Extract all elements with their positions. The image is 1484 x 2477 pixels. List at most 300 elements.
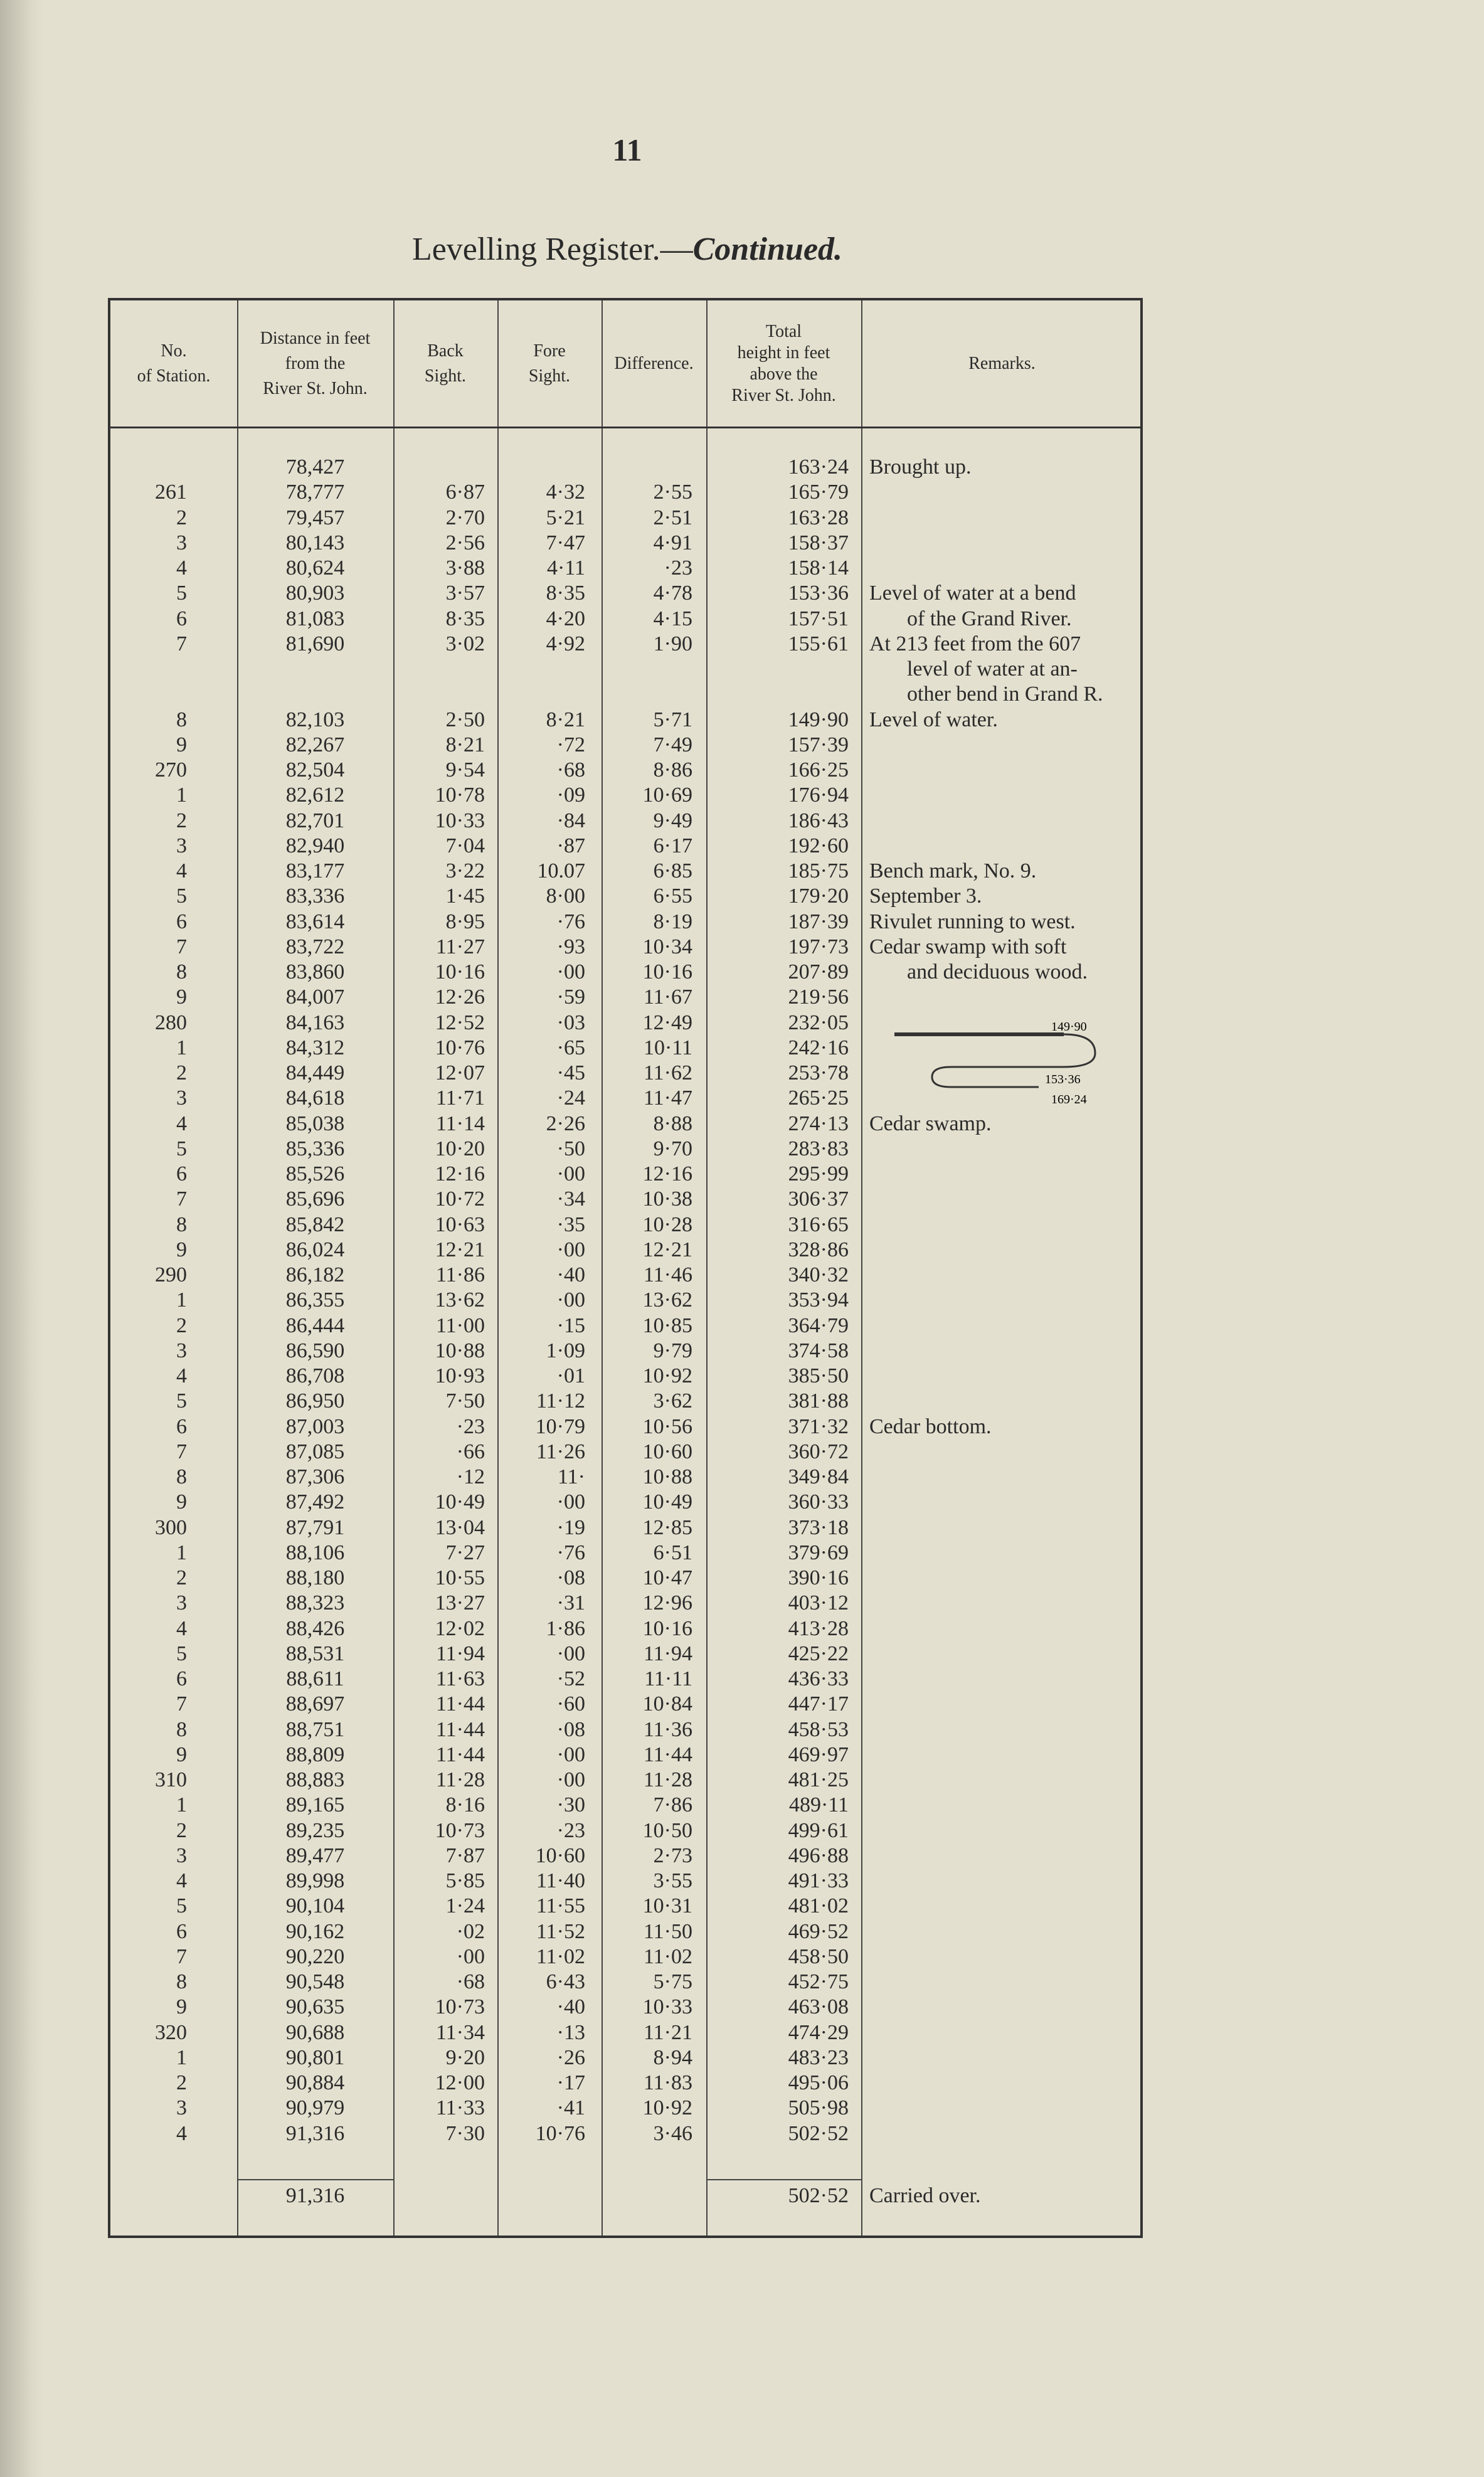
cell-fore-sight: ·41	[556, 2096, 585, 2120]
cell-station: 2	[176, 1061, 187, 1085]
footer-rule-total	[706, 2179, 861, 2180]
cell-fore-sight: 11·40	[536, 1869, 585, 1892]
cell-station: 8	[176, 1465, 187, 1488]
cell-total-height: 379·69	[788, 1541, 849, 1564]
table-row	[110, 1490, 1140, 1515]
cell-station: 8	[176, 960, 187, 984]
cell-total-height: 265·25	[788, 1086, 849, 1110]
cell-total-height: 360·33	[788, 1490, 849, 1514]
cell-total-height: 489·11	[788, 1793, 849, 1817]
header-difference: Difference.	[614, 353, 694, 373]
cell-difference: 10·16	[642, 960, 692, 984]
cell-difference: 3·62	[653, 1389, 692, 1413]
cell-difference: 4·91	[653, 531, 692, 554]
table-row	[110, 1364, 1140, 1389]
cell-difference: 8·94	[653, 2045, 692, 2069]
cell-total-height: 219·56	[788, 985, 849, 1009]
cell-back-sight: 11·14	[435, 1111, 485, 1135]
cell-total-height: 360·72	[788, 1440, 849, 1463]
cell-station: 3	[176, 1843, 187, 1867]
cell-station: 5	[176, 884, 187, 908]
cell-fore-sight: 11·55	[536, 1894, 585, 1918]
cell-distance: 85,842	[285, 1212, 345, 1236]
cell-total-height: 232·05	[788, 1010, 849, 1034]
cell-difference: 10·69	[642, 783, 692, 807]
cell-back-sight: 12·02	[435, 1616, 485, 1640]
table-row	[110, 506, 1140, 531]
cell-total-height: 496·88	[788, 1843, 849, 1867]
cell-distance: 84,163	[285, 1010, 345, 1034]
cell-difference: 10·92	[642, 2096, 692, 2120]
table-row	[110, 1717, 1140, 1742]
cell-distance: 81,083	[285, 607, 345, 630]
cell-fore-sight: ·00	[556, 1162, 585, 1185]
cell-back-sight: 8·16	[445, 1793, 485, 1817]
cell-back-sight: 10·49	[435, 1490, 485, 1514]
cell-total-height: 328·86	[788, 1238, 849, 1261]
cell-station: 280	[155, 1010, 187, 1034]
cell-distance: 80,143	[285, 531, 345, 554]
cell-station: 4	[176, 2121, 187, 2145]
cell-fore-sight: 6·43	[546, 1970, 585, 1993]
cell-back-sight: 9·20	[445, 2045, 485, 2069]
cell-back-sight: 10·73	[435, 1995, 485, 2019]
remark-text: of the Grand River.	[907, 607, 1072, 630]
table-row	[110, 2020, 1140, 2045]
cell-fore-sight: ·65	[556, 1036, 585, 1059]
cell-back-sight: 10·55	[435, 1566, 485, 1589]
cell-total-height: 157·51	[788, 607, 849, 630]
cell-station: 5	[176, 581, 187, 605]
cell-fore-sight: ·26	[556, 2045, 585, 2069]
cell-total-height: 425·22	[788, 1642, 849, 1665]
cell-station: 3	[176, 1591, 187, 1615]
cell-distance: 88,531	[285, 1642, 345, 1665]
cell-back-sight: 12·00	[435, 2071, 485, 2094]
cell-back-sight: ·66	[456, 1440, 485, 1463]
cell-fore-sight: ·87	[556, 834, 585, 857]
cell-difference: 12·85	[642, 1515, 692, 1539]
cell-station: 270	[155, 758, 187, 782]
cell-fore-sight: 10·60	[535, 1843, 585, 1867]
table-row	[110, 1667, 1140, 1692]
cell-total-height: 306·37	[788, 1187, 849, 1211]
cell-difference: 9·70	[653, 1137, 692, 1160]
cell-difference: 10·11	[643, 1036, 692, 1059]
remark-text: level of water at an-	[907, 657, 1078, 681]
cell-distance: 87,791	[285, 1515, 345, 1539]
cell-distance: 79,457	[285, 506, 345, 529]
cell-back-sight: 11·44	[435, 1742, 485, 1766]
cell-fore-sight: ·23	[556, 1818, 585, 1842]
table-row	[110, 1742, 1140, 1768]
table-row	[110, 1288, 1140, 1313]
table-row	[110, 2096, 1140, 2121]
cell-back-sight: 7·50	[445, 1389, 485, 1413]
cell-distance: 82,612	[285, 783, 345, 807]
table-row	[110, 1970, 1140, 1995]
cell-station: 1	[176, 1288, 187, 1312]
cell-fore-sight: 4·11	[546, 556, 585, 580]
cell-distance: 84,312	[285, 1036, 345, 1059]
cell-fore-sight: 1·86	[546, 1616, 585, 1640]
table-row	[110, 480, 1140, 505]
cell-difference: 12·49	[642, 1010, 692, 1034]
cell-difference: 2·55	[653, 480, 692, 504]
cell-back-sight: 12·16	[435, 1162, 485, 1185]
cell-back-sight: 7·04	[445, 834, 485, 857]
cell-station: 5	[176, 1894, 187, 1918]
cell-back-sight: 2·70	[445, 506, 485, 529]
table-row	[110, 1465, 1140, 1490]
cell-difference: 2·73	[653, 1843, 692, 1867]
cell-total-height: 349·84	[788, 1465, 849, 1488]
cell-total-height: 316·65	[788, 1212, 849, 1236]
table-row	[110, 1389, 1140, 1414]
cell-back-sight: 9·54	[445, 758, 485, 782]
cell-station: 5	[176, 1389, 187, 1413]
page-spine-shadow	[0, 0, 44, 2477]
cell-station: 9	[176, 1995, 187, 2019]
cell-difference: 10·60	[642, 1440, 692, 1463]
cell-back-sight: 12·52	[435, 1010, 485, 1034]
cell-total-height: 436·33	[788, 1667, 849, 1690]
cell-back-sight: 8·95	[445, 910, 485, 933]
cell-fore-sight: ·00	[556, 1642, 585, 1665]
cell-distance: 88,611	[286, 1667, 344, 1690]
cell-back-sight: 11·28	[435, 1768, 485, 1791]
cell-difference: 10·49	[642, 1490, 692, 1514]
table-row	[110, 1238, 1140, 1263]
cell-total-height: 502·52	[788, 2121, 849, 2145]
cell-total-height: 413·28	[788, 1616, 849, 1640]
cell-difference: 12·16	[642, 1162, 692, 1185]
cell-difference: 10·34	[642, 935, 692, 958]
cell-difference: 11·50	[643, 1919, 692, 1943]
cell-distance: 90,801	[285, 2045, 345, 2069]
sketch-label-bottom: 169·24	[1051, 1093, 1087, 1106]
cell-station: 2	[176, 1566, 187, 1589]
cell-fore-sight: ·00	[556, 1238, 585, 1261]
cell-fore-sight: 8·00	[546, 884, 585, 908]
cell-station: 8	[176, 1212, 187, 1236]
cell-fore-sight: 11·02	[536, 1944, 585, 1968]
cell-distance: 80,903	[285, 581, 345, 605]
cell-total-height: 481·02	[788, 1894, 849, 1918]
header-fore-sight: Fore Sight.	[528, 341, 571, 386]
table-row	[110, 1818, 1140, 1843]
cell-fore-sight: ·93	[556, 935, 585, 958]
cell-total-height: 381·88	[788, 1389, 849, 1413]
cell-back-sight: 11·34	[435, 2020, 485, 2044]
cell-total-height: 403·12	[788, 1591, 849, 1615]
cell-station: 3	[176, 1339, 187, 1362]
cell-back-sight: 11·86	[435, 1263, 485, 1286]
cell-difference: 10·84	[642, 1692, 692, 1716]
cell-station: 8	[176, 708, 187, 731]
remark-text: At 213 feet from the 607	[869, 632, 1081, 655]
cell-station: 2	[176, 1818, 187, 1842]
table-row	[110, 2045, 1140, 2071]
table-row	[110, 884, 1140, 909]
cell-difference: 1·90	[653, 632, 692, 655]
cell-total-height: 179·20	[788, 884, 849, 908]
cell-station: 2	[176, 2071, 187, 2094]
cell-station: 1	[176, 2045, 187, 2069]
cell-distance: 85,526	[285, 1162, 345, 1185]
table-row	[110, 1440, 1140, 1465]
cell-station: 5	[176, 1642, 187, 1665]
cell-fore-sight: 4·32	[546, 480, 585, 504]
cell-station: 3	[176, 2096, 187, 2120]
cell-difference: 8·86	[653, 758, 692, 782]
cell-station: 3	[176, 1086, 187, 1110]
cell-station: 2	[176, 1313, 187, 1337]
cell-fore-sight: 8·21	[546, 708, 585, 731]
table-row	[110, 1591, 1140, 1616]
remark-text: other bend in Grand R.	[907, 682, 1103, 706]
table-row	[110, 455, 1140, 480]
header-total-height: Total height in feet above the River St. John.	[731, 321, 836, 405]
page-title	[0, 231, 1254, 268]
cell-fore-sight: ·15	[556, 1313, 585, 1337]
cell-distance: 88,809	[285, 1742, 345, 1766]
cell-fore-sight: ·01	[556, 1364, 585, 1387]
cell-difference: 6·85	[653, 859, 692, 883]
cell-fore-sight: ·08	[556, 1566, 585, 1589]
table-row	[110, 556, 1140, 581]
cell-distance: 90,688	[285, 2020, 345, 2044]
cell-station: 7	[176, 1440, 187, 1463]
footer-rule-distance	[237, 2179, 393, 2180]
table-row	[110, 1768, 1140, 1793]
cell-back-sight: ·02	[456, 1919, 485, 1943]
cell-total-height: 207·89	[788, 960, 849, 984]
cell-total-height: 166·25	[788, 758, 849, 782]
cell-station: 6	[176, 1162, 187, 1185]
header-distance: Distance in feet from the River St. John.	[260, 328, 371, 398]
cell-back-sight: 12·07	[435, 1061, 485, 1085]
cell-total-height: 353·94	[788, 1288, 849, 1312]
cell-distance: 89,165	[285, 1793, 345, 1817]
cell-station: 300	[155, 1515, 187, 1539]
cell-total-height: 390·16	[788, 1566, 849, 1589]
cell-station: 4	[176, 1616, 187, 1640]
cell-back-sight: 10·63	[435, 1212, 485, 1236]
cell-fore-sight: 4·20	[546, 607, 585, 630]
cell-fore-sight: ·34	[556, 1187, 585, 1211]
remark-text: Rivulet running to west.	[869, 910, 1076, 933]
cell-fore-sight: ·35	[556, 1212, 585, 1236]
table-row	[110, 2071, 1140, 2096]
cell-distance: 83,177	[285, 859, 345, 883]
table-row	[110, 2121, 1140, 2146]
cell-distance: 84,449	[285, 1061, 345, 1085]
cell-total-height: 481·25	[788, 1768, 849, 1791]
cell-station: 310	[155, 1768, 187, 1791]
table-row	[110, 783, 1140, 808]
cell-station: 7	[176, 935, 187, 958]
cell-fore-sight: 5·21	[546, 506, 585, 529]
table-row	[110, 1162, 1140, 1187]
cell-fore-sight: ·60	[556, 1692, 585, 1716]
cell-difference: 10·92	[642, 1364, 692, 1387]
cell-back-sight: 10·78	[435, 783, 485, 807]
cell-back-sight: ·68	[456, 1970, 485, 1993]
cell-difference: 8·88	[653, 1111, 692, 1135]
cell-station: 1	[176, 783, 187, 807]
cell-distance: 81,690	[285, 632, 345, 655]
cell-distance: 83,722	[285, 935, 345, 958]
cell-distance: 90,884	[285, 2071, 345, 2094]
cell-distance: 83,614	[285, 910, 345, 933]
cell-total-height: 155·61	[788, 632, 849, 655]
cell-total-height: 192·60	[788, 834, 849, 857]
cell-difference: 2·51	[653, 506, 692, 529]
cell-station: 4	[176, 1364, 187, 1387]
cell-distance: 89,235	[285, 1818, 345, 1842]
cell-difference: 11·44	[643, 1742, 692, 1766]
cell-fore-sight: ·40	[556, 1263, 585, 1286]
cell-station: 7	[176, 1187, 187, 1211]
cell-fore-sight: ·76	[556, 1541, 585, 1564]
cell-difference: 10·33	[642, 1995, 692, 2019]
cell-fore-sight: ·03	[556, 1010, 585, 1034]
cell-back-sight: 3·88	[445, 556, 485, 580]
header-rule	[110, 427, 1140, 428]
cell-fore-sight: 10.07	[537, 859, 585, 883]
cell-difference: 10·28	[642, 1212, 692, 1236]
cell-difference: 10·16	[642, 1616, 692, 1640]
cell-difference: 6·55	[653, 884, 692, 908]
cell-distance: 87,492	[285, 1490, 345, 1514]
cell-back-sight: 11·33	[435, 2096, 485, 2120]
cell-distance: 90,220	[285, 1944, 345, 1968]
cell-difference: ·23	[664, 556, 692, 580]
cell-distance: 87,306	[285, 1465, 345, 1488]
cell-distance: 88,883	[285, 1768, 345, 1791]
cell-back-sight: 10·33	[435, 809, 485, 832]
cell-difference: 11·83	[643, 2071, 692, 2094]
cell-difference: 11·11	[644, 1667, 692, 1690]
table-row	[110, 1541, 1140, 1566]
remark-text: and deciduous wood.	[907, 960, 1088, 984]
table-row	[110, 1919, 1140, 1944]
cell-distance: 89,477	[285, 1843, 345, 1867]
remark-text: September 3.	[869, 884, 982, 908]
cell-total-height: 364·79	[788, 1313, 849, 1337]
cell-back-sight: 3·57	[445, 581, 485, 605]
cell-fore-sight: 2·26	[546, 1111, 585, 1135]
cell-total-height: 283·83	[788, 1137, 849, 1160]
cell-back-sight: 3·22	[445, 859, 485, 883]
cell-back-sight: 11·27	[435, 935, 485, 958]
cell-difference: 11·21	[643, 2020, 692, 2044]
cell-difference: 10·38	[642, 1187, 692, 1211]
table-row	[110, 1339, 1140, 1364]
cell-station: 7	[176, 632, 187, 655]
cell-station: 2	[176, 809, 187, 832]
cell-total-height: 469·97	[788, 1742, 849, 1766]
cell-back-sight: 7·27	[445, 1541, 485, 1564]
cell-fore-sight: ·00	[556, 1490, 585, 1514]
cell-distance: 88,426	[285, 1616, 345, 1640]
cell-fore-sight: ·30	[556, 1793, 585, 1817]
cell-station: 2	[176, 506, 187, 529]
cell-back-sight: 11·94	[435, 1642, 485, 1665]
cell-station: 3	[176, 531, 187, 554]
cell-station: 5	[176, 1137, 187, 1160]
cell-difference: 6·17	[653, 834, 692, 857]
cell-station: 4	[176, 556, 187, 580]
cell-distance: 88,180	[285, 1566, 345, 1589]
cell-distance: 82,940	[285, 834, 345, 857]
cell-fore-sight: ·50	[556, 1137, 585, 1160]
cell-station: 7	[176, 1944, 187, 1968]
cell-difference: 10·88	[642, 1465, 692, 1488]
cell-difference: 10·47	[642, 1566, 692, 1589]
cell-station: 9	[176, 1238, 187, 1261]
cell-back-sight: 1·24	[445, 1894, 485, 1918]
cell-back-sight: 12·21	[435, 1238, 485, 1261]
footer-remark: Carried over.	[869, 2184, 981, 2207]
cell-back-sight: 2·56	[445, 531, 485, 554]
cell-fore-sight: 11·12	[536, 1389, 585, 1413]
remark-text: Bench mark, No. 9.	[869, 859, 1037, 883]
cell-difference: 9·79	[653, 1339, 692, 1362]
table-row	[110, 1515, 1140, 1541]
cell-distance: 84,618	[285, 1086, 345, 1110]
cell-station: 320	[155, 2020, 187, 2044]
cell-distance: 82,103	[285, 708, 345, 731]
cell-back-sight: 11·00	[435, 1313, 485, 1337]
cell-station: 290	[155, 1263, 187, 1286]
cell-distance: 85,038	[285, 1111, 345, 1135]
cell-distance: 82,267	[285, 733, 345, 756]
cell-fore-sight: 10·76	[535, 2121, 585, 2145]
cell-total-height: 149·90	[788, 708, 849, 731]
table-row	[110, 1187, 1140, 1212]
cell-difference: 9·49	[653, 809, 692, 832]
cell-total-height: 186·43	[788, 809, 849, 832]
cell-distance: 86,590	[285, 1339, 345, 1362]
cell-distance: 87,085	[285, 1440, 345, 1463]
cell-fore-sight: 11·52	[536, 1919, 585, 1943]
cell-fore-sight: ·59	[556, 985, 585, 1009]
table-row	[110, 1566, 1140, 1591]
cell-station: 6	[176, 1919, 187, 1943]
cell-back-sight: 10·16	[435, 960, 485, 984]
footer-distance: 91,316	[285, 2184, 345, 2207]
cell-station: 4	[176, 1869, 187, 1892]
cell-total-height: 385·50	[788, 1364, 849, 1387]
cell-fore-sight: ·76	[556, 910, 585, 933]
cell-station: 8	[176, 1970, 187, 1993]
cell-distance: 90,635	[285, 1995, 345, 2019]
cell-total-height: 197·73	[788, 935, 849, 958]
table-row	[110, 1869, 1140, 1894]
cell-distance: 90,548	[285, 1970, 345, 1993]
cell-back-sight: 8·21	[445, 733, 485, 756]
cell-station: 261	[155, 480, 187, 504]
cell-difference: 11·62	[643, 1061, 692, 1085]
cell-station: 9	[176, 985, 187, 1009]
cell-difference: 10·56	[642, 1414, 692, 1438]
cell-back-sight: 13·27	[435, 1591, 485, 1615]
cell-total-height: 242·16	[788, 1036, 849, 1059]
cell-distance: 90,162	[285, 1919, 345, 1943]
cell-difference: 12·96	[642, 1591, 692, 1615]
